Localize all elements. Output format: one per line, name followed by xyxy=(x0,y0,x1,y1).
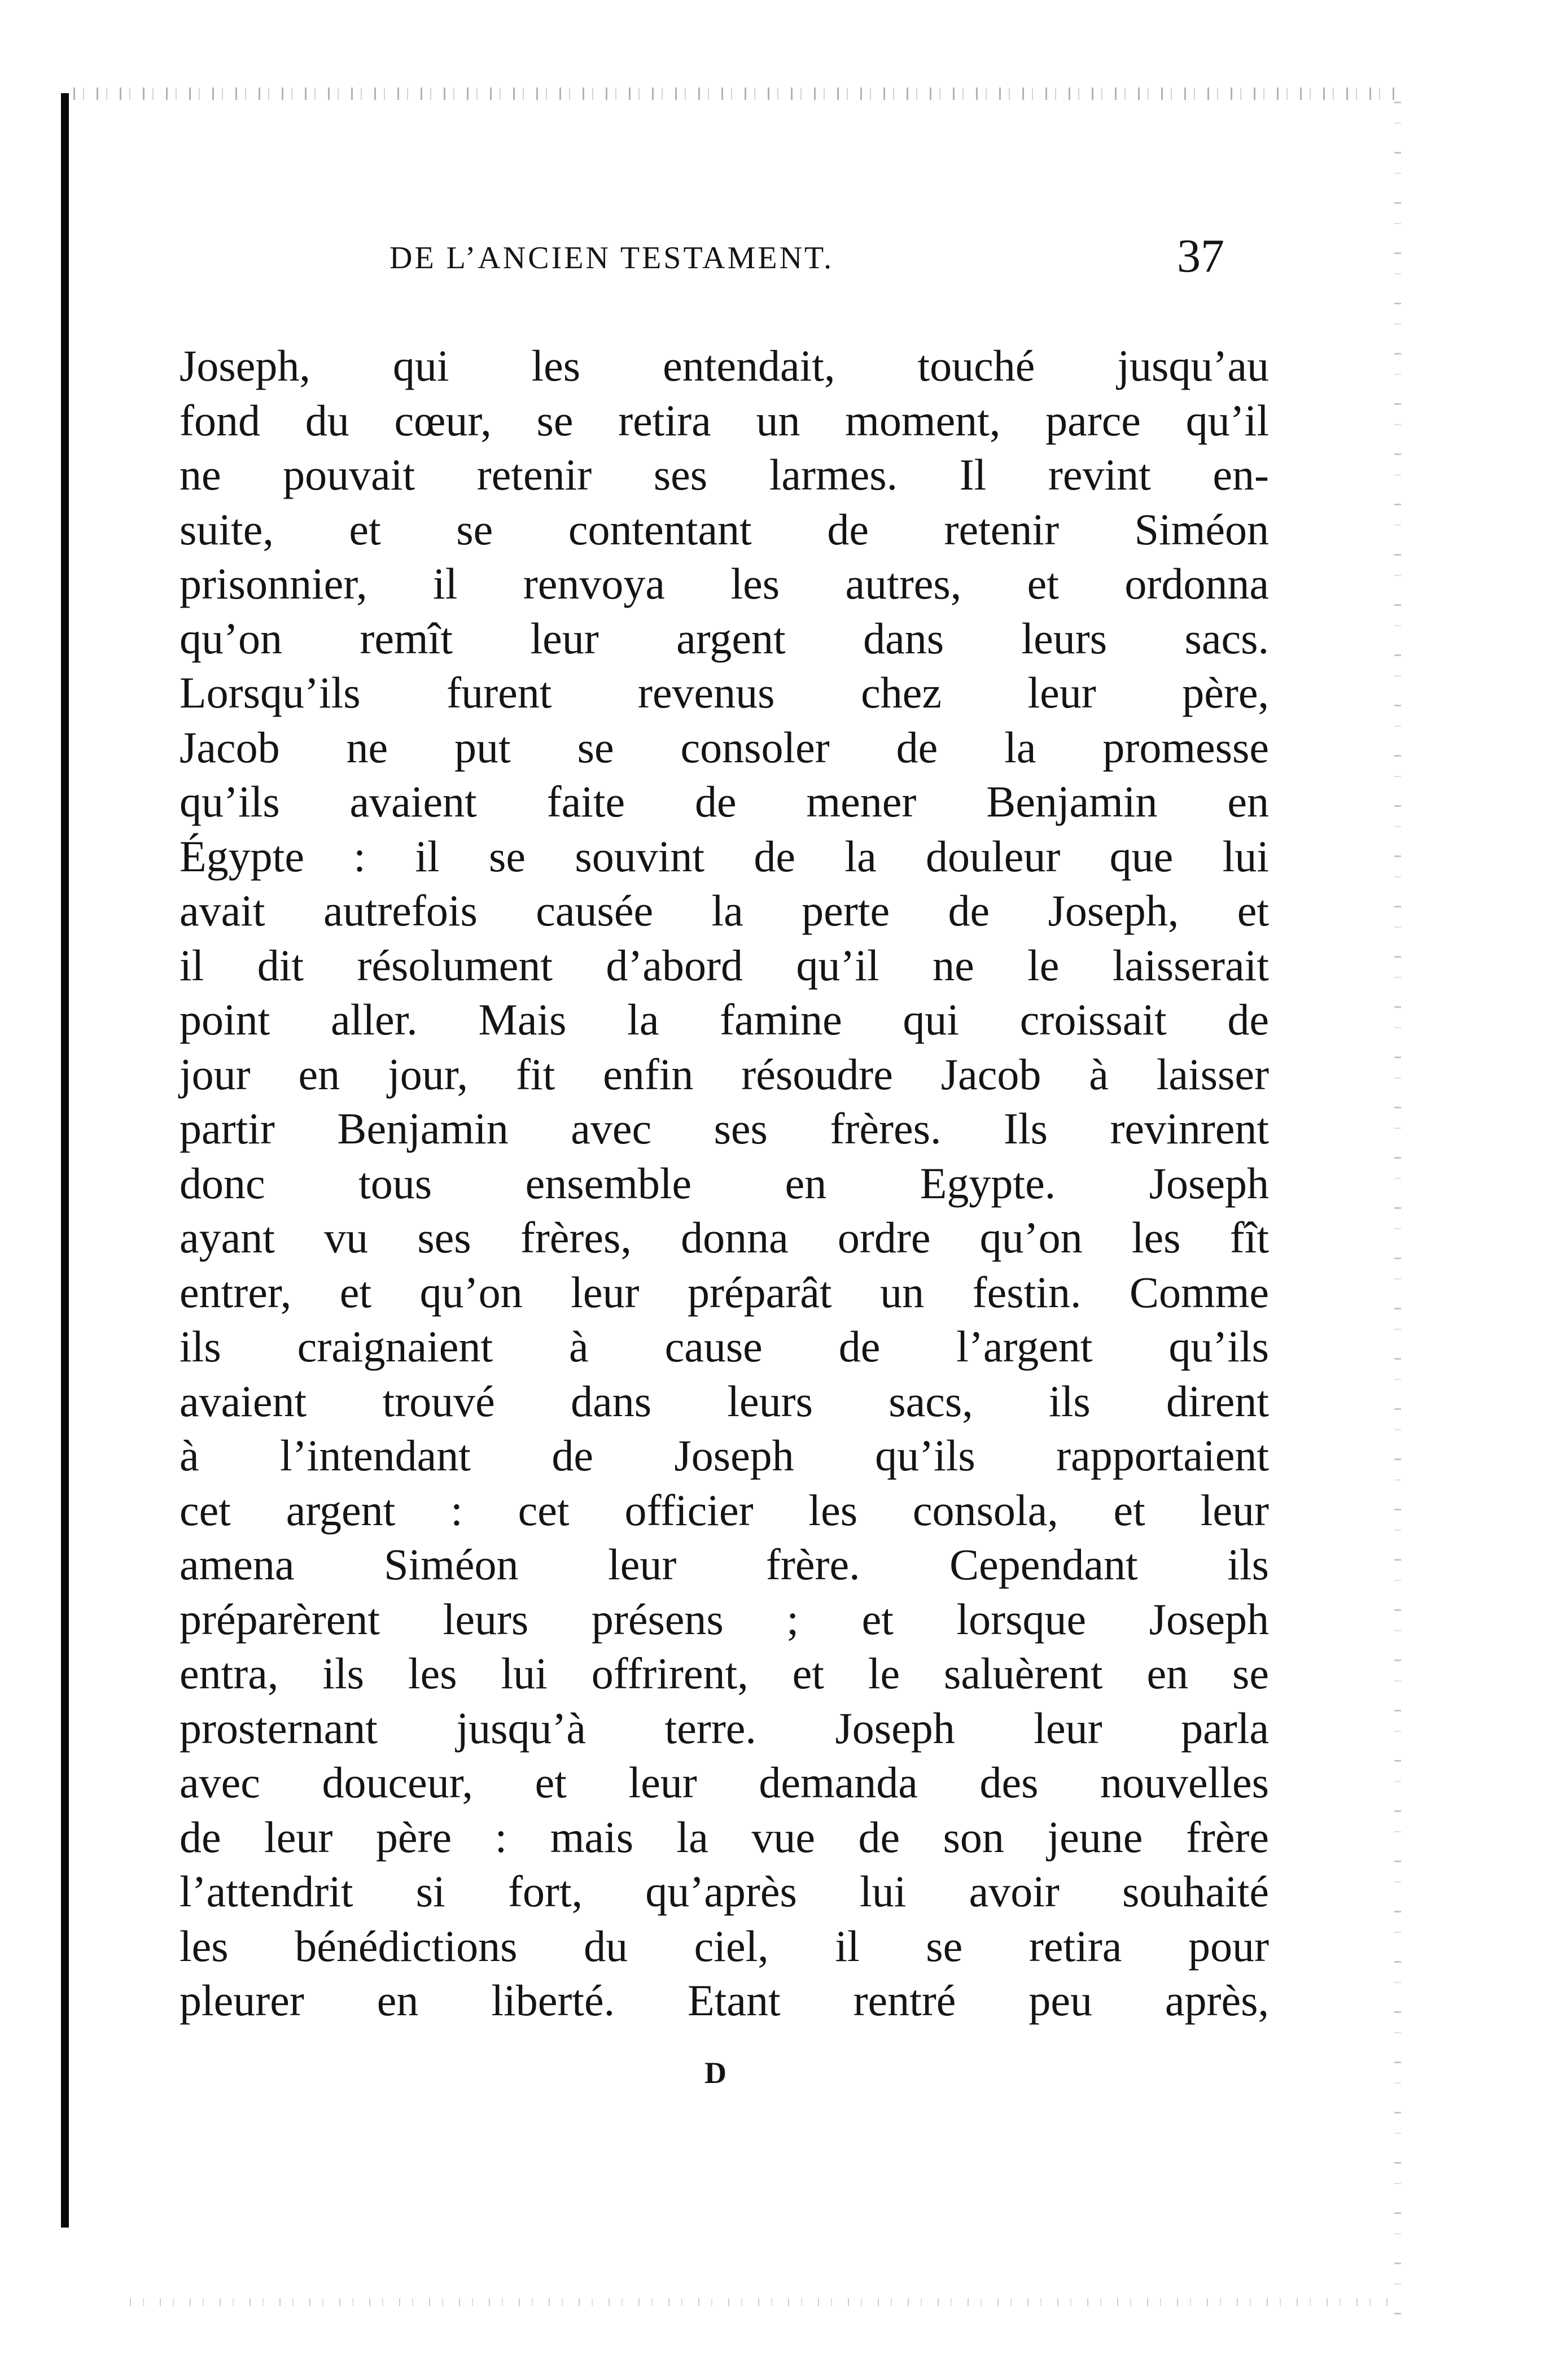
binding-edge xyxy=(61,93,69,2228)
body-text xyxy=(180,339,1269,2028)
text-line: Joseph, qui les entendait, touché jusqu’au xyxy=(180,341,1269,390)
text-line: ne pouvait retenir ses larmes. Il revint en- xyxy=(180,450,1269,499)
text-line: prisonnier, il renvoya les autres, et ordonna xyxy=(180,559,1269,608)
text-line: suite, et se contentant de retenir Siméon xyxy=(180,504,1269,554)
page-number: 37 xyxy=(1177,230,1224,282)
text-line: avait autrefois causée la perte de Joseph, et xyxy=(180,886,1269,935)
signature-mark: D xyxy=(704,2056,728,2090)
text-line: qu’ils avaient faite de mener Benjamin en xyxy=(180,777,1269,826)
text-line: amena Siméon leur frère. Cependant ils xyxy=(180,1540,1269,1589)
text-line: point aller. Mais la famine qui croissait de xyxy=(180,995,1269,1044)
text-line: Lorsqu’ils furent revenus chez leur père, xyxy=(180,668,1269,717)
bottom-edge-speckle xyxy=(130,2298,1394,2306)
text-line: ils craignaient à cause de l’argent qu’ils xyxy=(180,1322,1269,1371)
text-line: avec douceur, et leur demanda des nouvelles xyxy=(180,1758,1269,1807)
top-edge-speckle xyxy=(73,88,1400,100)
running-head: DE L’ANCIEN TESTAMENT. xyxy=(389,241,834,276)
text-line: il dit résolument d’abord qu’il ne le laisserait xyxy=(180,940,1269,990)
text-line: donc tous ensemble en Egypte. Joseph xyxy=(180,1158,1269,1208)
text-line: entrer, et qu’on leur préparât un festin. Comme xyxy=(180,1267,1269,1317)
text-line: les bénédictions du ciel, il se retira pour xyxy=(180,1921,1269,1971)
text-line: préparèrent leurs présens ; et lorsque Joseph xyxy=(180,1594,1269,1644)
text-line: Jacob ne put se consoler de la promesse xyxy=(180,722,1269,772)
text-line: de leur père : mais la vue de son jeune frère xyxy=(180,1812,1269,1862)
text-line: ayant vu ses frères, donna ordre qu’on les fît xyxy=(180,1213,1269,1262)
text-line: entra, ils les lui offrirent, et le saluèrent en se xyxy=(180,1649,1269,1698)
text-line: qu’on remît leur argent dans leurs sacs. xyxy=(180,613,1269,663)
text-line: Égypte : il se souvint de la douleur que lui xyxy=(180,831,1269,881)
text-line: jour en jour, fit enfin résoudre Jacob à laisser xyxy=(180,1049,1269,1099)
text-line: prosternant jusqu’à terre. Joseph leur parla xyxy=(180,1703,1269,1753)
text-line: pleurer en liberté. Etant rentré peu après, xyxy=(180,1976,1269,2025)
right-edge-speckle xyxy=(1394,102,1401,2315)
text-line: partir Benjamin avec ses frères. Ils revinrent xyxy=(180,1104,1269,1153)
text-line: l’attendrit si fort, qu’après lui avoir souhaité xyxy=(180,1867,1269,1916)
text-line: fond du cœur, se retira un moment, parce qu’il xyxy=(180,395,1269,445)
text-line: cet argent : cet officier les consola, et leur xyxy=(180,1485,1269,1535)
text-line: à l’intendant de Joseph qu’ils rapportaient xyxy=(180,1431,1269,1480)
text-line: avaient trouvé dans leurs sacs, ils dirent xyxy=(180,1376,1269,1426)
